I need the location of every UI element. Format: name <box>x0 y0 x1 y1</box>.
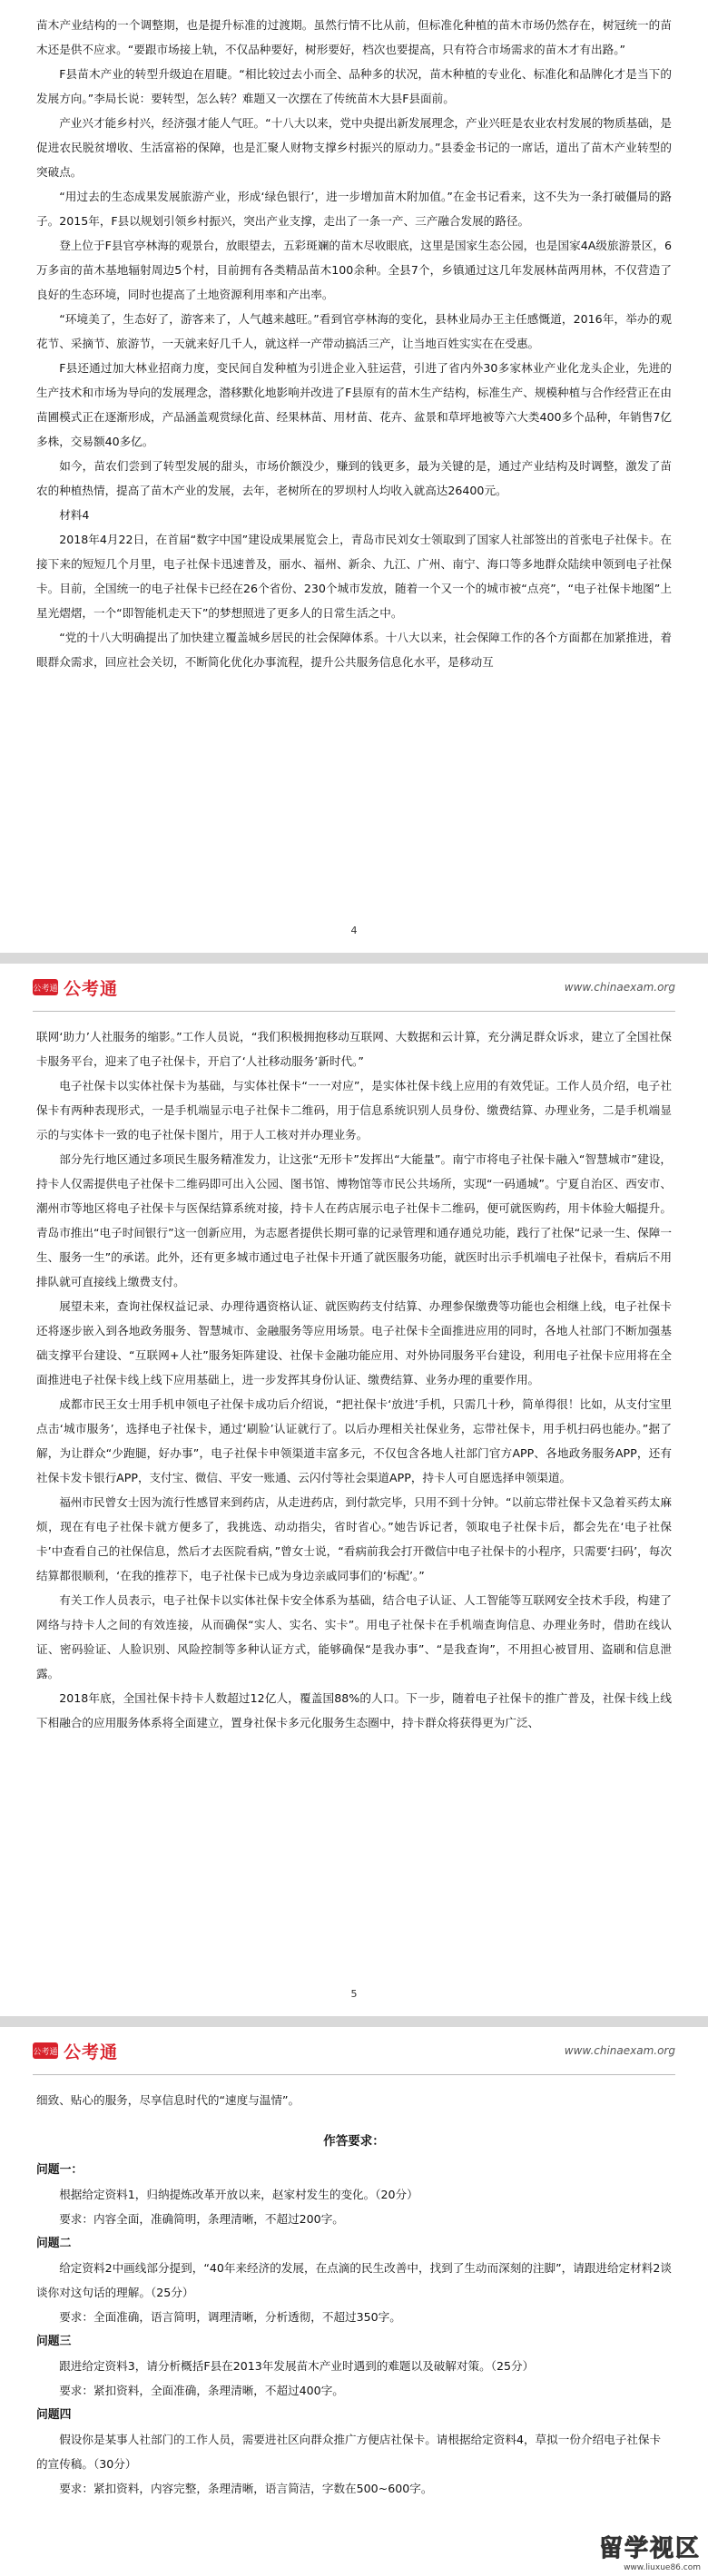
question-text: 跟进给定资料3，请分析概括F县在2013年发展苗木产业时遇到的难题以及破解对策。（25分） <box>59 2359 535 2373</box>
paragraph: 联网‘助力’人社服务的缩影。”工作人员说，“我们积极拥抱移动互联网、大数据和云计算，充分满足群众诉求，建立了全国社保卡服务平台，迎来了电子社保卡，开启了‘人社移动服务’新时代。” <box>36 1030 672 1068</box>
question-requirement: 要求：全面准确，语言简明，调理清晰，分析透彻，不超过350字。 <box>59 2310 401 2324</box>
paragraph: “用过去的生态成果发展旅游产业，形成‘绿色银行’，进一步增加苗木附加值。”在金书记看来，这不失为一条打破僵局的路子。2015年，F县以规划引领乡村振兴，突出产业支撑，走出了一条一产、三产融合发展的路径。 <box>36 190 672 228</box>
document-page-5 <box>0 964 708 2016</box>
question-item <box>36 2329 672 2403</box>
document-page-6 <box>0 2027 708 2576</box>
paragraph: 2018年底，全国社保卡持卡人数超过12亿人，覆盖国88%的人口。下一步，随着电子社保卡的推广普及，社保卡线上线下相融合的应用服务体系将全面建立，置身社保卡多元化服务生态圈中，持卡群众将获得更为广泛、 <box>36 1691 672 1729</box>
page-body <box>36 1024 672 1735</box>
question-title: 问题二 <box>36 2237 72 2250</box>
paragraph: 有关工作人员表示，电子社保卡以实体社保卡安全体系为基础，结合电子认证、人工智能等互联网安全技术手段，构建了网络与持卡人之间的有效连接，从而确保“实人、实名、实卡”。用电子社保卡在手机端查询信息、办理业务时，借助在线认证、密码验证、人脸识别、风险控制等多种认证方式，能够确保“是我办事”、“是我查询”，不用担心被冒用、盗刷和信息泄露。 <box>36 1593 672 1680</box>
logo-mark: 公考通 <box>33 2042 58 2059</box>
logo-mark: 公考通 <box>33 979 58 995</box>
document-page-4 <box>0 0 708 953</box>
question-requirement: 要求：内容全面，准确简明，条理清晰，不超过200字。 <box>59 2212 344 2226</box>
paragraph: “党的十八大明确提出了加快建立覆盖城乡居民的社会保障体系。十八大以来，社会保障工作的各个方面都在加紧推进，着眼群众需求，回应社会关切，不断简化优化办事流程，提升公共服务信息化水平，是移动互 <box>36 631 672 669</box>
watermark-logo: 留学视区 <box>598 2535 701 2562</box>
question-title: 问题四 <box>36 2408 72 2422</box>
questions-list <box>36 2158 672 2501</box>
paragraph: 福州市民曾女士因为流行性感冒来到药店，从走进药店，到付款完毕，只用不到十分钟。“以前忘带社保卡又急着买药太麻烦，现在有电子社保卡就方便多了，我挑选、动动指尖，省时省心。”她告诉记者，领取电子社保卡后，都会先在‘电子社保卡’中查看自己的社保信息，然后才去医院看病，”曾女士说，“看病前我会打开微信中电子社保卡的小程序，只需要‘扫码’，每次结算都很顺利，‘在我的推荐下，电子社保卡已成为身边亲戚同事们的‘标配’。” <box>36 1495 672 1582</box>
paragraph: 细致、贴心的服务，尽享信息时代的“速度与温情”。 <box>36 2093 300 2107</box>
question-title: 问题三 <box>36 2335 72 2348</box>
paragraph: “环境美了，生态好了，游客来了，人气越来越旺。”看到官亭林海的变化，县林业局办王主任感慨道，2016年，举办的观花节、采摘节、旅游节，一天就来好几千人，就这样一产带动搞活三产，让当地百姓实实在在受惠。 <box>36 312 672 350</box>
paragraph: 展望未来，查询社保权益记录、办理待遇资格认证、就医购药支付结算、办理参保缴费等功能也会相继上线，电子社保卡还将逐步嵌入到各地政务服务、智慧城市、金融服务等应用场景。电子社保卡全面推进应用的同时，各地人社部门不断加强基础支撑平台建设、“互联网+人社”服务矩阵建设、社保卡金融功能应用、对外协同服务平台建设，利用电子社保卡应用将在全面推进电子社保卡线上线下应用基础上，进一步发挥其身份认证、缴费结算、业务办理的重要作用。 <box>36 1299 672 1386</box>
logo <box>33 975 118 1000</box>
page-number: 4 <box>350 925 358 936</box>
paragraph: 2018年4月22日，在首届“数字中国”建设成果展览会上，青岛市民刘女士领取到了国家人社部签出的首张电子社保卡。在接下来的短短几个月里，电子社保卡迅速普及，丽水、福州、新余、九江、广州、南宁、海口等多地群众陆续申领到电子社保卡。目前，全国统一的电子社保卡已经在26个省份、230个城市发放，随着一个又一个的城市被“点亮”，“电子社保卡地图”上星光熠熠，一个“即智能机走天下”的梦想照进了更多人的日常生活之中。 <box>36 533 672 620</box>
watermark-url: www.liuxue86.com <box>624 2563 701 2572</box>
paragraph: 成都市民王女士用手机申领电子社保卡成功后介绍说，“把社保卡‘放进’手机，只需几十秒，简单得很！比如，从支付宝里点击‘城市服务’，选择电子社保卡，通过‘刷脸’认证就行了。以后办理相关社保业务，忘带社保卡，用手机扫码也能办。”据了解，为让群众“少跑腿，好办事”，电子社保卡申领渠道丰富多元，不仅包含各地人社部门官方APP、各地政务服务APP，还有社保卡发卡银行APP，支付宝、微信、平安一账通、云闪付等社会渠道APP，持卡人可自愿选择申领渠道。 <box>36 1397 672 1484</box>
paragraph: 苗木产业结构的一个调整期，也是提升标准的过渡期。虽然行情不比从前，但标准化种植的苗木市场仍然存在，树冠统一的苗木还是供不应求。“要跟市场接上轨，不仅品种要好，树形要好，档次也要提高，只有符合市场需求的苗木才有出路。” <box>36 18 672 56</box>
watermark <box>599 2530 701 2572</box>
site-url: www.chinaexam.org <box>564 981 675 994</box>
question-requirement: 要求：紧扣资料，全面准确，条理清晰，不超过400字。 <box>59 2384 344 2397</box>
question-item <box>36 2403 672 2501</box>
paragraph: 电子社保卡以实体社保卡为基础，与实体社保卡“一一对应”，是实体社保卡线上应用的有效凭证。工作人员介绍，电子社保卡有两种表现形式，一是手机端显示电子社保卡二维码，用于信息系统识别人员身份、缴费结算、办理业务，二是手机端显示的与实体卡一致的电子社保卡图片，用于人工核对并办理业务。 <box>36 1079 672 1141</box>
page-header <box>33 964 675 1012</box>
page-body <box>36 13 672 674</box>
question-text: 假设你是某事人社部门的工作人员，需要进社区向群众推广方便店社保卡。请根据给定资料4，草拟一份介绍电子社保卡的宣传稿。（30分） <box>36 2433 662 2471</box>
question-requirement: 要求：紧扣资料，内容完整，条理清晰，语言简洁，字数在500~600字。 <box>59 2482 433 2495</box>
requirements-title: 作答要求： <box>323 2134 385 2149</box>
page-number: 5 <box>350 1988 358 2000</box>
question-text: 根据给定资料1，归纳提炼改革开放以来，赵家村发生的变化。（20分） <box>59 2188 418 2201</box>
site-url: www.chinaexam.org <box>564 2044 675 2057</box>
paragraph: 如今，苗农们尝到了转型发展的甜头，市场价额没少，赚到的钱更多，最为关键的是，通过产业结构及时调整，激发了苗农的种植热情，提高了苗木产业的发展，去年，老树所在的罗坝村人均收入就高达26400元。 <box>36 459 672 497</box>
paragraph: 登上位于F县官亭林海的观景台，放眼望去，五彩斑斓的苗木尽收眼底，这里是国家生态公园，也是国家4A级旅游景区，6万多亩的苗木基地辐射周边5个村，目前拥有各类精品苗木100余种。全县7个，乡镇通过这几年发展林苗两用林，不仅营造了良好的生态环境，同时也提高了土地资源利用率和产出率。 <box>36 239 672 301</box>
page-body <box>36 2088 672 2501</box>
question-item <box>36 2231 672 2329</box>
logo <box>33 2039 118 2063</box>
material-label: 材料4 <box>59 508 90 522</box>
logo-text: 公考通 <box>64 978 119 999</box>
paragraph: 部分先行地区通过多项民生服务精准发力，让这张“无形卡”发挥出“大能量”。南宁市将电子社保卡融入“智慧城市”建设，持卡人仅需提供电子社保卡二维码即可出入公园、图书馆、博物馆等市民公共场所，实现“一码通城”。宁夏自治区、西安市、潮州市等地区将电子社保卡与医保结算系统对接，持卡人在药店展示电子社保卡二维码，便可就医购药，用卡体验大幅提升。青岛市推出“电子时间银行”这一创新应用，为志愿者提供长期可靠的记录管理和通存通兑功能，践行了社保“记录一生、保障一生、服务一生”的承诺。此外，还有更多城市通过电子社保卡开通了就医服务功能，就医时出示手机端电子社保卡，看病后不用排队就可直接线上缴费支付。 <box>36 1152 672 1288</box>
paragraph: 产业兴才能乡村兴，经济强才能人气旺。“十八大以来，党中央提出新发展理念，产业兴旺是农业农村发展的物质基础，是促进农民脱贫增收、生活富裕的保障，也是汇聚人财物支撑乡村振兴的原动力。”县委金书记的一席话，道出了苗木产业转型的突破点。 <box>36 116 672 179</box>
paragraph: F县还通过加大林业招商力度，变民间自发种植为引进企业入驻运营，引进了省内外30多家林业产业化龙头企业，先进的生产技术和市场为导向的发展理念，潜移默化地影响并改进了F县原有的苗木生产结构，标准生产、规模种植与合作经营正在由苗圃模式正在逐渐形成，产品涵盖观赏绿化苗、经果林苗、用材苗、花卉、盆景和草坪地被等六大类400多个品种，年销售7亿多株，交易额40多亿。 <box>36 361 672 448</box>
question-item <box>36 2158 672 2231</box>
page-header <box>33 2027 675 2075</box>
paragraph: F县苗木产业的转型升级迫在眉睫。“相比较过去小而全、品种多的状况，苗木种植的专业化、标准化和品牌化才是当下的发展方向。”李局长说：要转型，怎么转？难题又一次摆在了传统苗木大县F县面前。 <box>36 67 672 105</box>
question-title: 问题一： <box>36 2163 84 2177</box>
logo-text: 公考通 <box>64 2042 119 2062</box>
question-text: 给定资料2中画线部分提到，“40年来经济的发展，在点滴的民生改善中，找到了生动而深刻的注脚”，请跟进给定材料2谈谈你对这句话的理解。（25分） <box>36 2261 672 2299</box>
